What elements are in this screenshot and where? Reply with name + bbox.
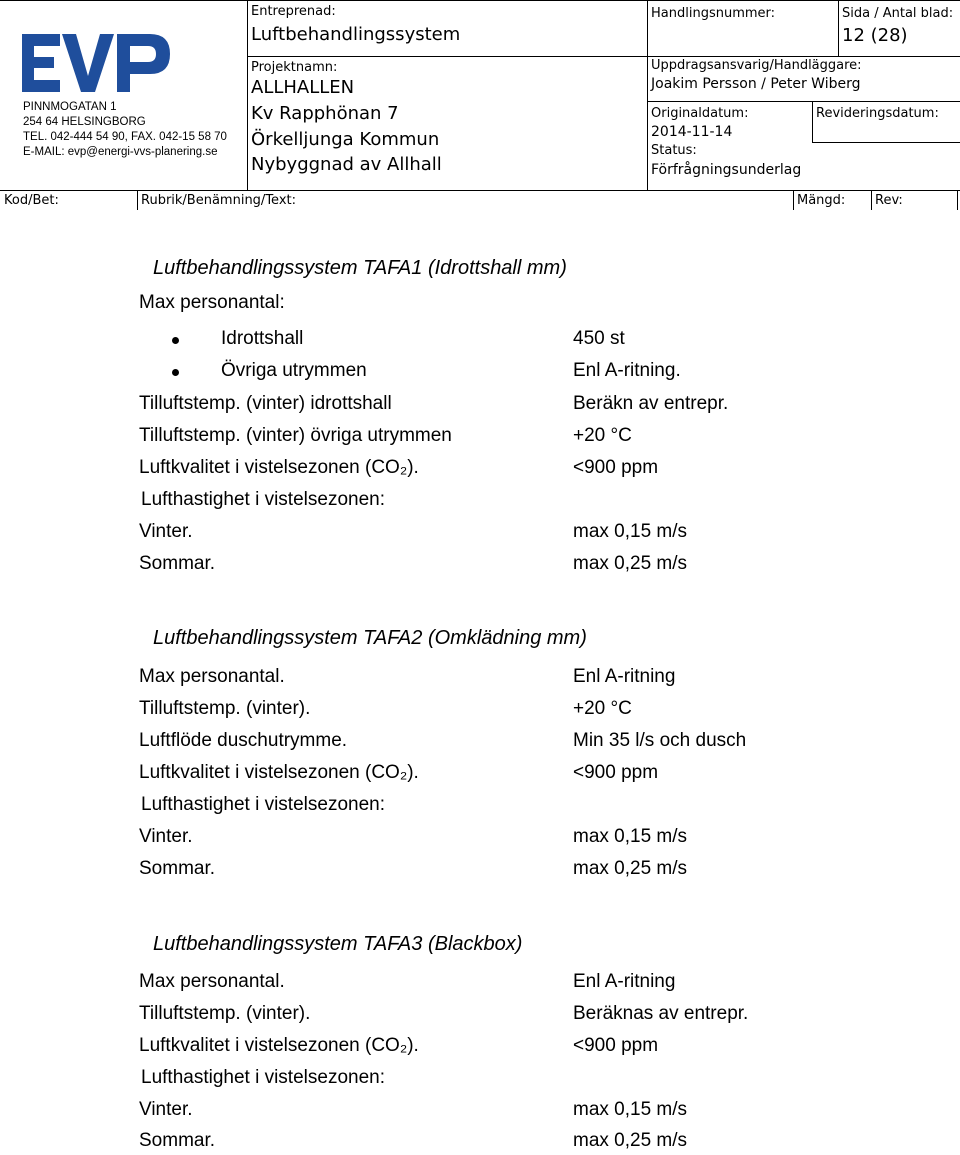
header-divider (0, 190, 960, 191)
row-label: Lufthastighet i vistelsezonen: (141, 794, 385, 815)
header-divider (137, 190, 138, 210)
header-divider (247, 0, 248, 190)
row-value: Enl A-ritning (573, 971, 676, 992)
row-value: Enl A-ritning (573, 666, 676, 687)
col-rev: Rev: (875, 193, 903, 208)
row-label: Max personantal. (139, 666, 285, 687)
header-divider (812, 142, 960, 143)
row-label: Sommar. (139, 858, 216, 879)
sida-value: 12 (28) (842, 25, 908, 46)
row-label: Luftkvalitet i vistelsezonen (CO₂). (139, 762, 419, 783)
row-label: Vinter. (139, 1099, 193, 1120)
col-mangd: Mängd: (797, 193, 846, 208)
originaldatum-value: 2014-11-14 (651, 124, 733, 140)
revideringsdatum-label: Revideringsdatum: (816, 106, 939, 121)
row-value: max 0,25 m/s (573, 858, 688, 879)
header-divider (957, 190, 958, 210)
section-title: Luftbehandlingssystem TAFA2 (Omklädning mm) (153, 627, 587, 649)
row-label: Luftkvalitet i vistelsezonen (CO₂). (139, 1035, 419, 1056)
bullet-label: Idrottshall (221, 328, 304, 349)
evp-logo (22, 32, 172, 94)
row-label: Max personantal. (139, 971, 285, 992)
row-value: <900 ppm (573, 762, 659, 783)
row-value: max 0,15 m/s (573, 1099, 688, 1120)
bullet-value: Enl A-ritning. (573, 360, 681, 381)
projektnamn-line: Örkelljunga Kommun (251, 129, 440, 150)
row-label: Luftkvalitet i vistelsezonen (CO₂). (139, 457, 419, 478)
row-label: Max personantal: (139, 292, 285, 313)
uppdrag-value: Joakim Persson / Peter Wiberg (651, 76, 861, 92)
row-label: Vinter. (139, 521, 193, 542)
address-line: TEL. 042-444 54 90, FAX. 042-15 58 70 (23, 131, 227, 143)
row-label: Sommar. (139, 553, 216, 574)
row-value: +20 °C (573, 698, 632, 719)
projektnamn-line: ALLHALLEN (251, 77, 355, 98)
status-value: Förfrågningsunderlag (651, 162, 802, 178)
address-line: 254 64 HELSINGBORG (23, 116, 146, 128)
row-label: Tilluftstemp. (vinter) övriga utrymmen (139, 425, 452, 446)
header-divider (838, 0, 839, 56)
row-label: Tilluftstemp. (vinter). (139, 1003, 311, 1024)
projektnamn-line: Kv Rapphönan 7 (251, 103, 399, 124)
document-header (0, 0, 960, 210)
row-label: Lufthastighet i vistelsezonen: (141, 489, 385, 510)
row-value: Min 35 l/s och dusch (573, 730, 747, 751)
header-divider (647, 101, 960, 102)
row-value: <900 ppm (573, 1035, 659, 1056)
row-label: Luftflöde duschutrymme. (139, 730, 348, 751)
bullet-value: 450 st (573, 328, 625, 349)
entreprenad-label: Entreprenad: (251, 4, 336, 19)
handlingsnummer-label: Handlingsnummer: (651, 6, 776, 21)
section-title: Luftbehandlingssystem TAFA1 (Idrottshall mm) (153, 257, 567, 279)
row-value: max 0,25 m/s (573, 1130, 688, 1151)
header-divider (793, 190, 794, 210)
row-label: Vinter. (139, 826, 193, 847)
section-title: Luftbehandlingssystem TAFA3 (Blackbox) (153, 933, 523, 955)
company-address (23, 100, 227, 160)
row-label: Lufthastighet i vistelsezonen: (141, 1067, 385, 1088)
header-divider (647, 0, 648, 190)
row-value: max 0,15 m/s (573, 521, 688, 542)
entreprenad-value: Luftbehandlingssystem (251, 24, 461, 45)
row-value: max 0,15 m/s (573, 826, 688, 847)
row-value: +20 °C (573, 425, 632, 446)
uppdrag-label: Uppdragsansvarig/Handläggare: (651, 58, 862, 73)
bullet-label: Övriga utrymmen (221, 360, 367, 381)
row-label: Tilluftstemp. (vinter). (139, 698, 311, 719)
row-label: Sommar. (139, 1130, 216, 1151)
header-divider (871, 190, 872, 210)
bullet-icon (172, 337, 179, 344)
sida-label: Sida / Antal blad: (842, 6, 954, 21)
row-value: Beräknas av entrepr. (573, 1003, 749, 1024)
header-divider (247, 56, 960, 57)
status-label: Status: (651, 143, 697, 158)
row-value: Beräkn av entrepr. (573, 393, 729, 414)
header-divider (812, 101, 813, 143)
row-value: max 0,25 m/s (573, 553, 688, 574)
row-value: <900 ppm (573, 457, 659, 478)
address-line: E-MAIL: evp@energi-vvs-planering.se (23, 146, 218, 158)
projektnamn-line: Nybyggnad av Allhall (251, 154, 442, 175)
originaldatum-label: Originaldatum: (651, 106, 749, 121)
col-rubrik: Rubrik/Benämning/Text: (141, 193, 296, 208)
col-kod: Kod/Bet: (4, 193, 59, 208)
header-border-top (0, 0, 960, 1)
bullet-icon (172, 369, 179, 376)
row-label: Tilluftstemp. (vinter) idrottshall (139, 393, 392, 414)
projektnamn-label: Projektnamn: (251, 60, 338, 75)
address-line: PINNMOGATAN 1 (23, 101, 117, 113)
